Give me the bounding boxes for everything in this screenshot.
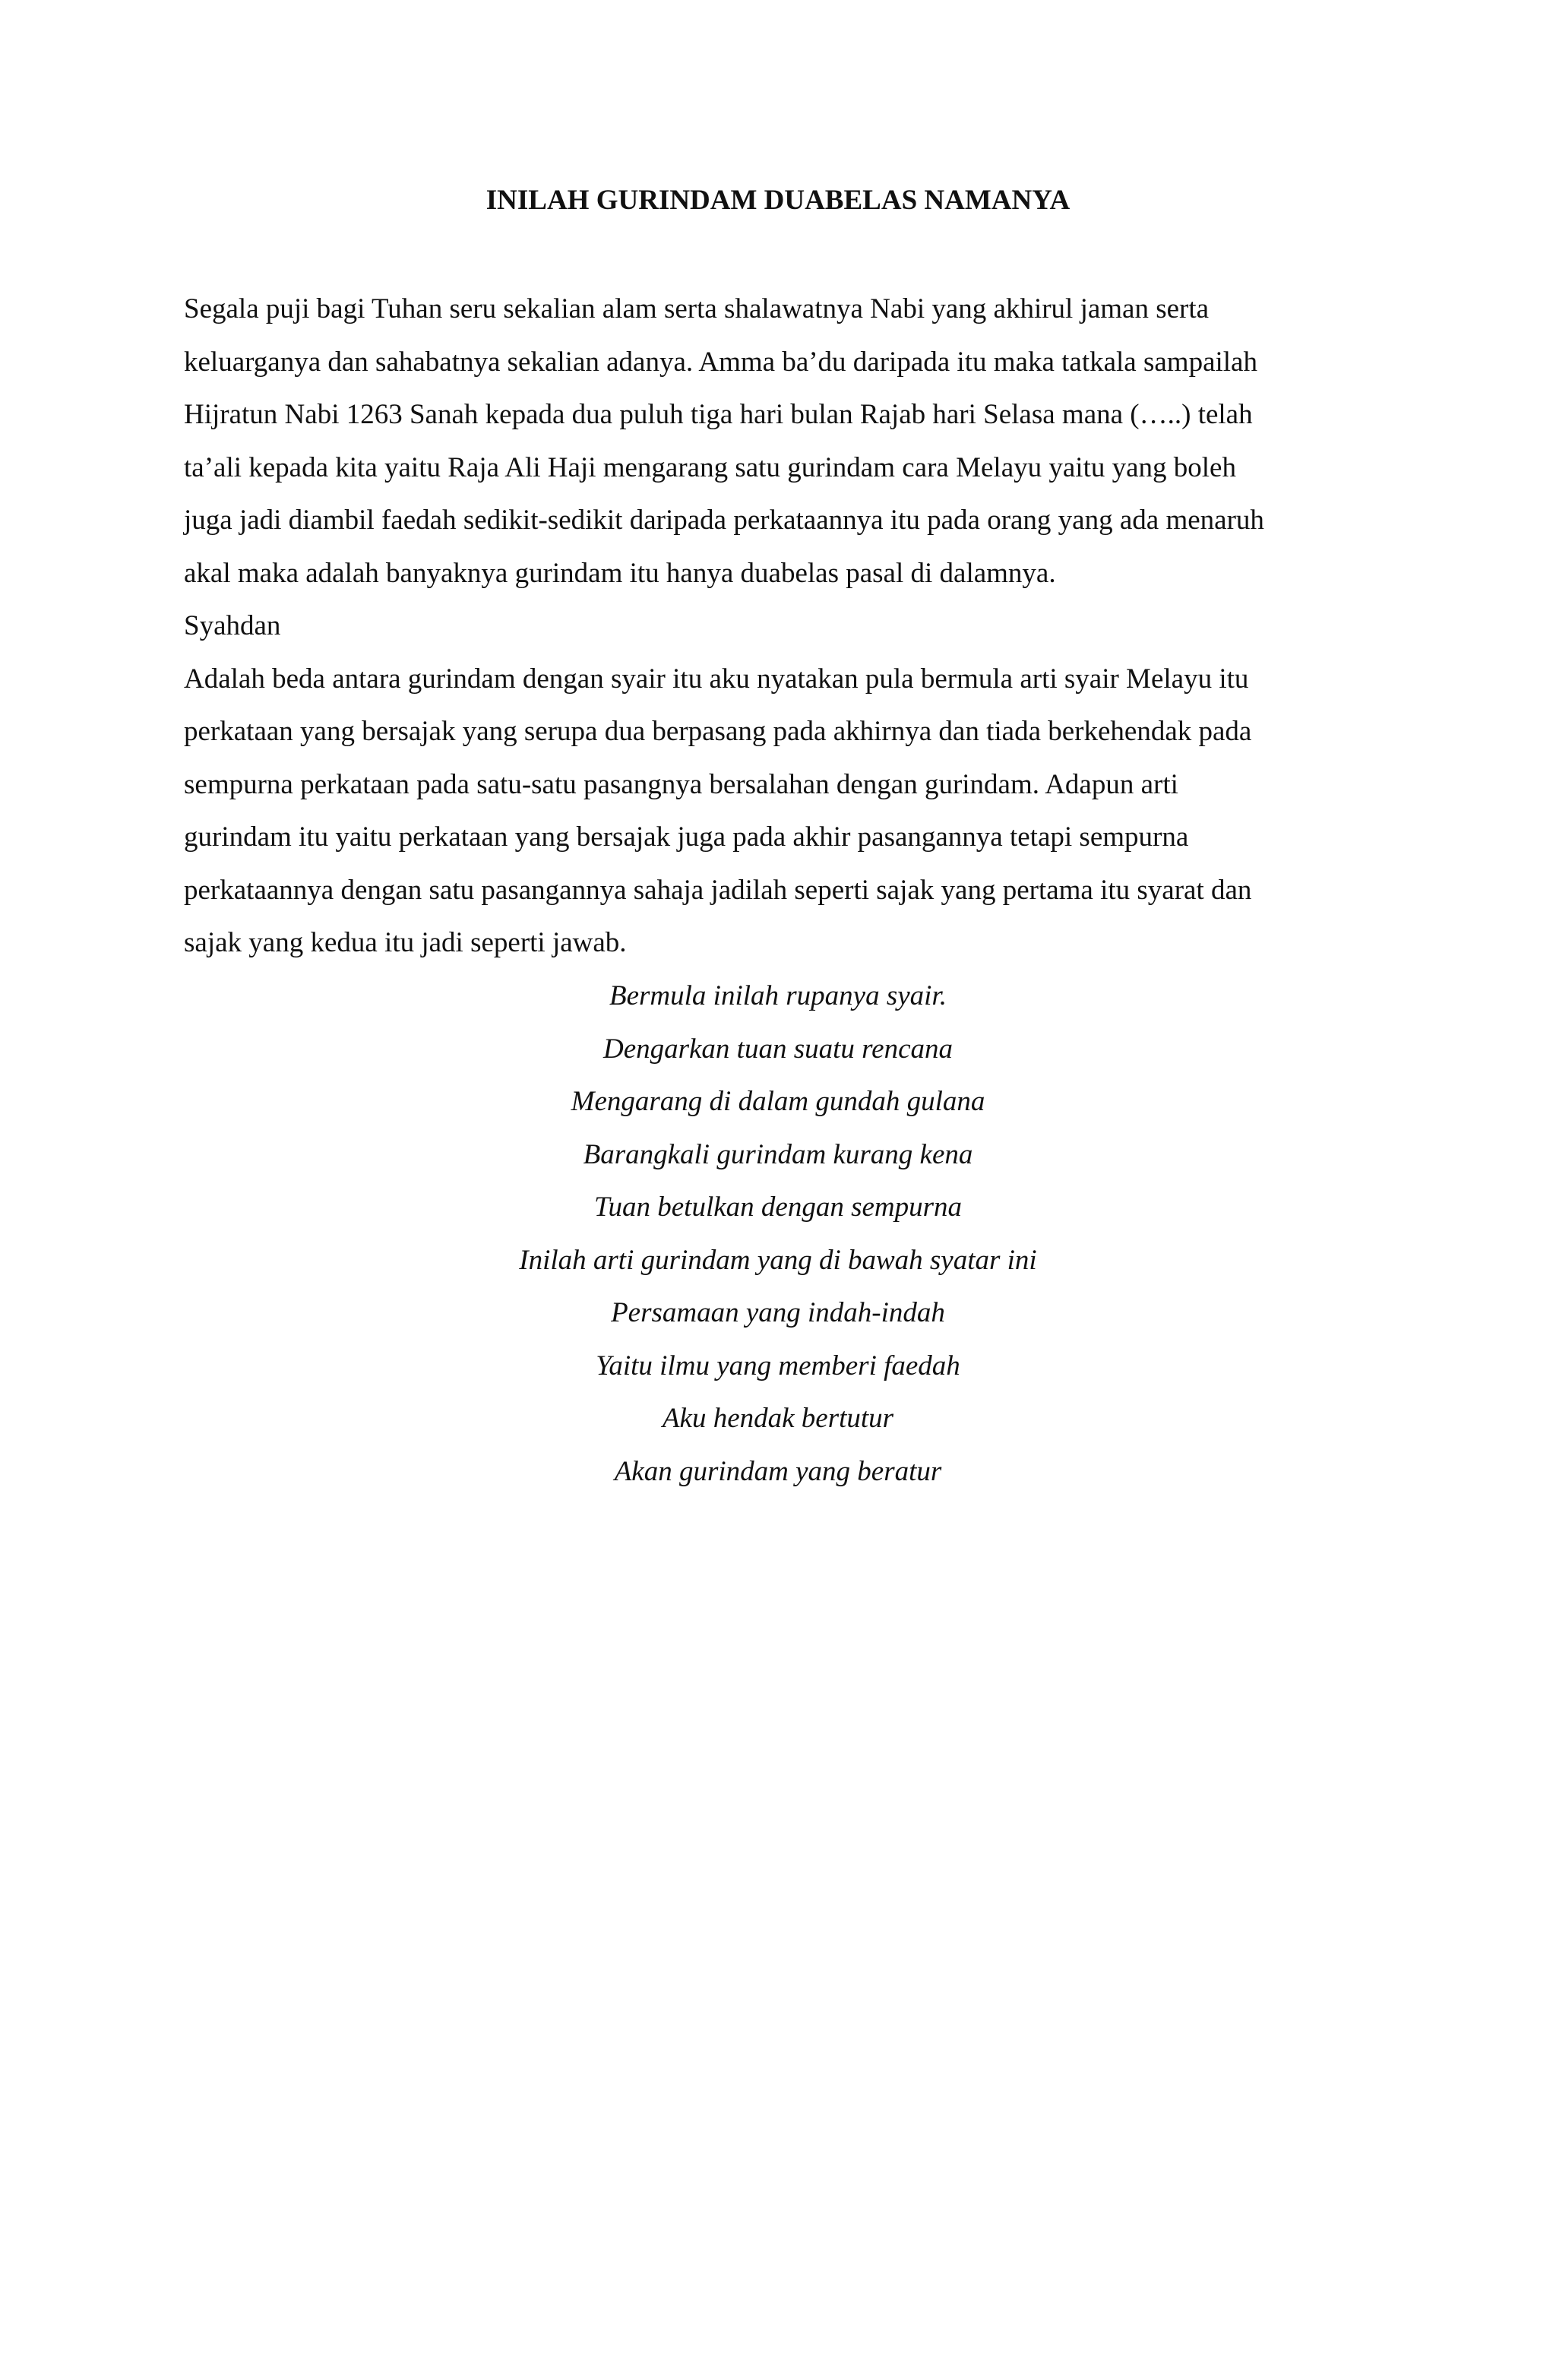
paragraph-line: sempurna perkataan pada satu-satu pasangnya bersalahan dengan gurindam. Adapun arti bbox=[184, 768, 1178, 800]
poem-line: Yaitu ilmu yang memberi faedah bbox=[596, 1350, 960, 1381]
document-title: INILAH GURINDAM DUABELAS NAMANYA bbox=[485, 185, 1071, 216]
paragraph-line: akal maka adalah banyaknya gurindam itu hanya duabelas pasal di dalamnya. bbox=[184, 557, 1056, 589]
poem-line: Persamaan yang indah-indah bbox=[611, 1297, 945, 1328]
poem-line: Tuan betulkan dengan sempurna bbox=[593, 1192, 963, 1223]
paragraph-line: Segala puji bagi Tuhan seru sekalian alam serta shalawatnya Nabi yang akhirul jaman serta bbox=[184, 293, 1210, 324]
paragraph-line: perkataan yang bersajak yang serupa dua berpasang pada akhirnya dan tiada berkehendak pada bbox=[184, 716, 1252, 747]
syair-paragraph bbox=[184, 653, 1377, 970]
paragraph-line: ta’ali kepada kita yaitu Raja Ali Haji mengarang satu gurindam cara Melayu yaitu yang boleh bbox=[184, 451, 1236, 483]
paragraph-line: keluarganya dan sahabatnya sekalian adanya. Amma ba’du daripada itu maka tatkala sampailah bbox=[184, 346, 1257, 378]
syahdan-heading bbox=[184, 600, 1377, 653]
paragraph-line: gurindam itu yaitu perkataan yang bersajak juga pada akhir pasangannya tetapi sempurna bbox=[184, 821, 1189, 853]
poem-line: Bermula inilah rupanya syair. bbox=[609, 980, 947, 1011]
poem-line: Inilah arti gurindam yang di bawah syatar ini bbox=[519, 1244, 1037, 1276]
poem-line: Barangkali gurindam kurang kena bbox=[583, 1138, 973, 1170]
poem-line: Aku hendak bertutur bbox=[662, 1403, 894, 1434]
paragraph-line: Hijratun Nabi 1263 Sanah kepada dua puluh tiga hari bulan Rajab hari Selasa mana (…..) telah bbox=[184, 399, 1253, 430]
poem-stanza bbox=[0, 970, 1556, 1498]
paragraph-line: Adalah beda antara gurindam dengan syair itu aku nyatakan pula bermula arti syair Melayu itu bbox=[184, 663, 1249, 695]
paragraph-line: sajak yang kedua itu jadi seperti jawab. bbox=[184, 927, 627, 958]
poem-line: Mengarang di dalam gundah gulana bbox=[571, 1086, 985, 1117]
paragraph-line: perkataannya dengan satu pasangannya sahaja jadilah seperti sajak yang pertama itu syarat dan bbox=[184, 874, 1252, 906]
syahdan-label: Syahdan bbox=[184, 610, 281, 641]
document-body bbox=[184, 283, 1377, 970]
poem-line: Dengarkan tuan suatu rencana bbox=[602, 1033, 954, 1065]
intro-paragraph bbox=[184, 283, 1377, 600]
poem-line: Akan gurindam yang beratur bbox=[614, 1455, 942, 1487]
paragraph-line: juga jadi diambil faedah sedikit-sedikit daripada perkataannya itu pada orang yang ada menaruh bbox=[184, 505, 1264, 536]
